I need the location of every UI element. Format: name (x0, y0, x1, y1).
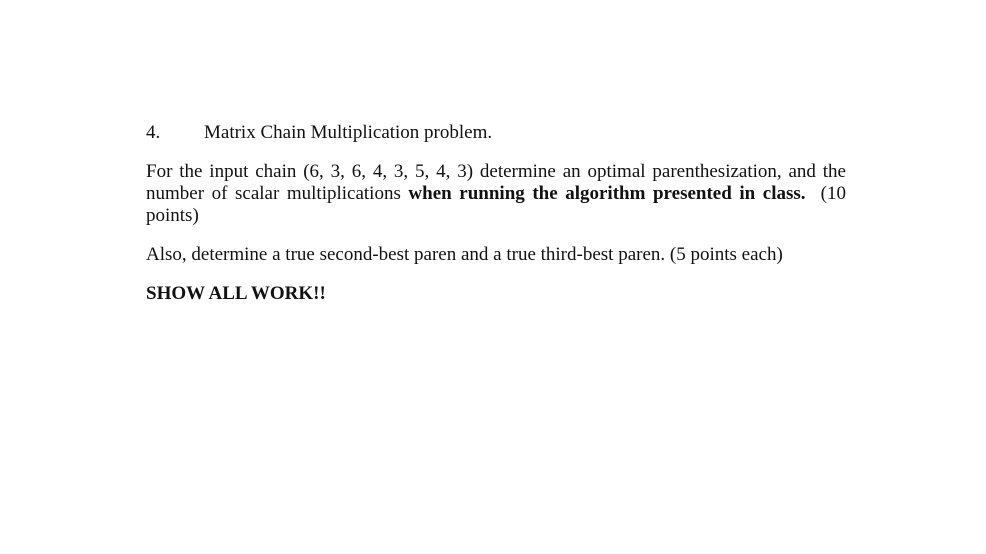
question-heading (146, 122, 846, 144)
question-block (146, 122, 851, 322)
question-number: 4. (146, 122, 161, 143)
instruction-emphasis: when running the algorithm presented in class. (408, 183, 806, 204)
followup-paragraph: Also, determine a true second-best paren and a true third-best paren. (5 points each) (146, 244, 783, 265)
show-work-note: SHOW ALL WORK!! (146, 283, 326, 304)
instruction-paragraph (146, 161, 851, 227)
question-title: Matrix Chain Multiplication problem. (204, 122, 493, 143)
instruction-points: (10 points) (146, 183, 851, 226)
instruction-text: For the input chain (6, 3, 6, 4, 3, 5, 4, 3) determine an optimal parenthesization, and the number of scalar multiplications (146, 161, 846, 204)
